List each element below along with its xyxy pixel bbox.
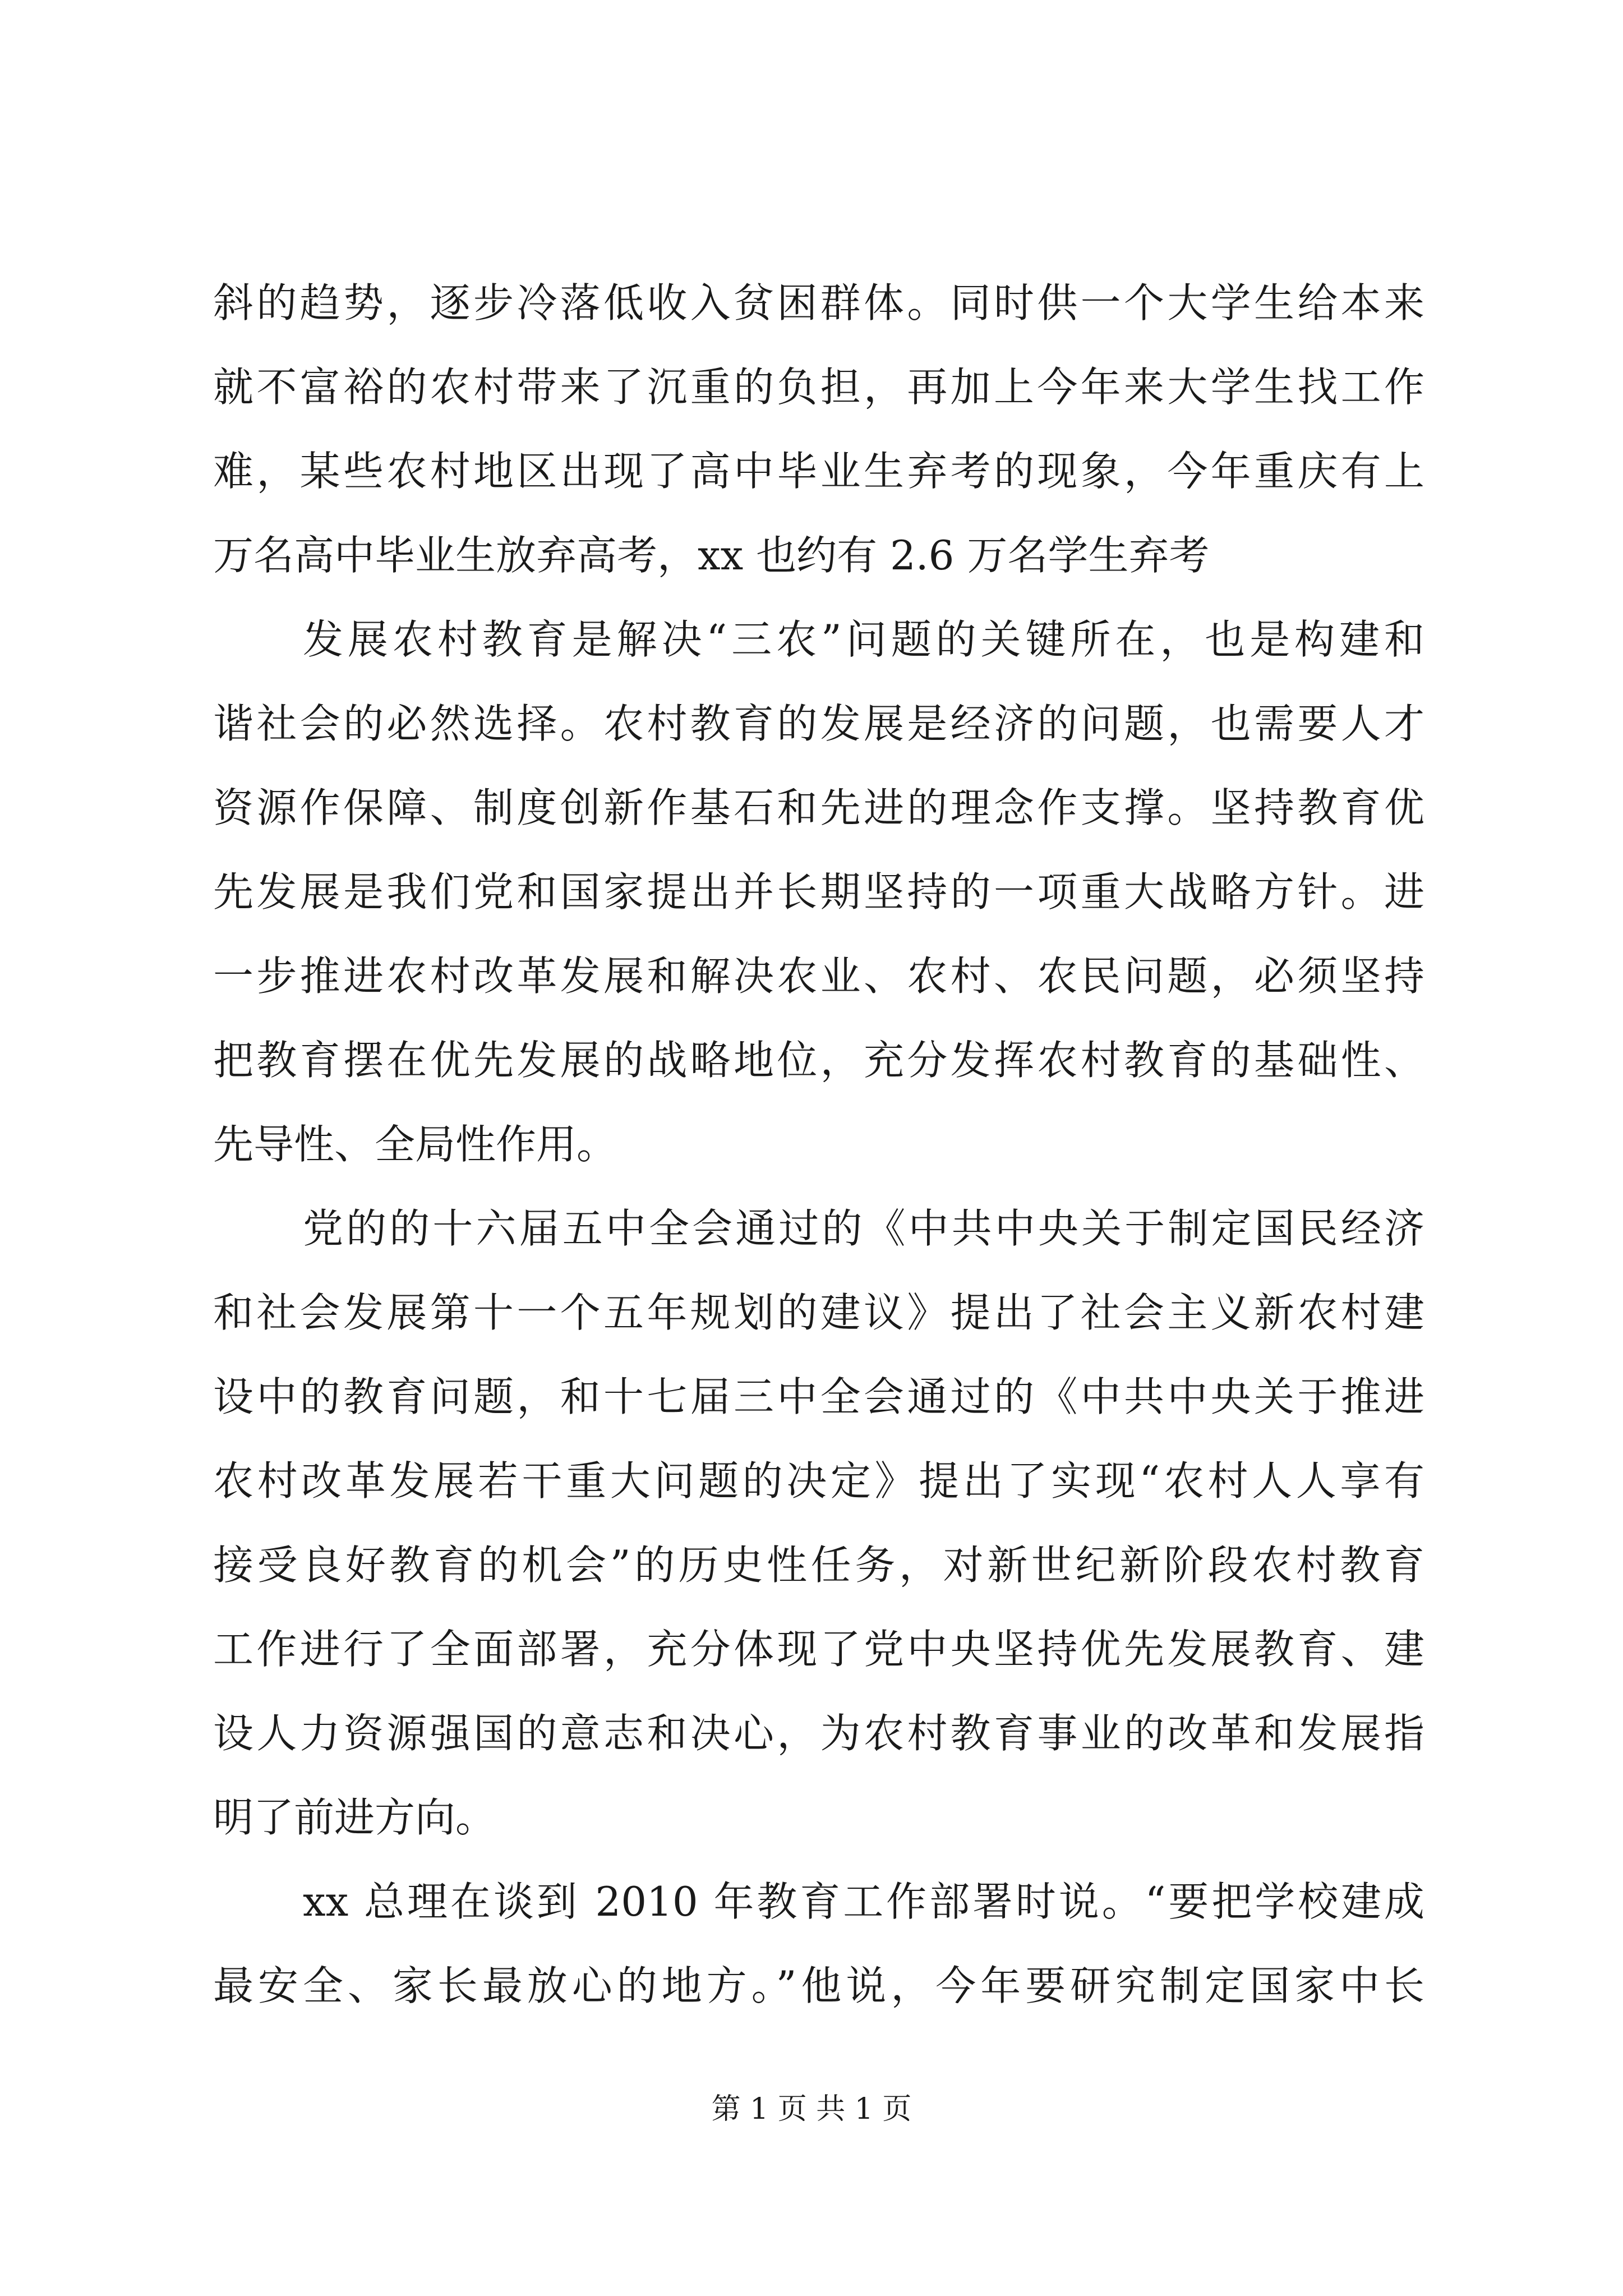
text-line: 资源作保障、制度创新作基石和先进的理念作支撑。坚持教育优 [213, 784, 1424, 831]
paragraph-first-line: 党的的十六届五中全会通过的《中共中央关于制定国民经济 [303, 1205, 1424, 1252]
text-line: 万名高中毕业生放弃高考，xx 也约有 2.6 万名学生弃考 [213, 532, 1210, 579]
text-line: 设人力资源强国的意志和决心，为农村教育事业的改革和发展指 [213, 1710, 1424, 1757]
text-line: 就不富裕的农村带来了沉重的负担，再加上今年来大学生找工作 [213, 364, 1424, 411]
text-line: 把教育摆在优先发展的战略地位，充分发挥农村教育的基础性、 [213, 1037, 1424, 1084]
document-body [213, 261, 1424, 2028]
text-line: 明了前进方向。 [213, 1794, 496, 1841]
text-line: 农村改革发展若干重大问题的决定》提出了实现“农村人人享有 [213, 1457, 1424, 1504]
text-line: 难，某些农村地区出现了高中毕业生弃考的现象，今年重庆有上 [213, 448, 1424, 495]
text-line: 和社会发展第十一个五年规划的建议》提出了社会主义新农村建 [213, 1289, 1424, 1336]
text-line: 谐社会的必然选择。农村教育的发展是经济的问题，也需要人才 [213, 700, 1424, 747]
text-line: 设中的教育问题，和十七届三中全会通过的《中共中央关于推进 [213, 1373, 1424, 1420]
text-line: 一步推进农村改革发展和解决农业、农村、农民问题，必须坚持 [213, 953, 1424, 1000]
page-number-footer: 第 1 页 共 1 页 [711, 2092, 912, 2126]
text-line: 接受良好教育的机会”的历史性任务，对新世纪新阶段农村教育 [213, 1542, 1424, 1589]
text-line: 先发展是我们党和国家提出并长期坚持的一项重大战略方针。进 [213, 868, 1424, 915]
paragraph-first-line: xx 总理在谈到 2010 年教育工作部署时说。“要把学校建成 [303, 1878, 1424, 1925]
paragraph-first-line: 发展农村教育是解决“三农”问题的关键所在，也是构建和 [303, 616, 1424, 663]
text-line: 工作进行了全面部署，充分体现了党中央坚持优先发展教育、建 [213, 1626, 1424, 1673]
text-line: 斜的趋势，逐步冷落低收入贫困群体。同时供一个大学生给本来 [213, 279, 1424, 326]
text-line: 先导性、全局性作用。 [213, 1121, 617, 1168]
text-line: 最安全、家长最放心的地方。”他说，今年要研究制定国家中长 [213, 1962, 1424, 2009]
